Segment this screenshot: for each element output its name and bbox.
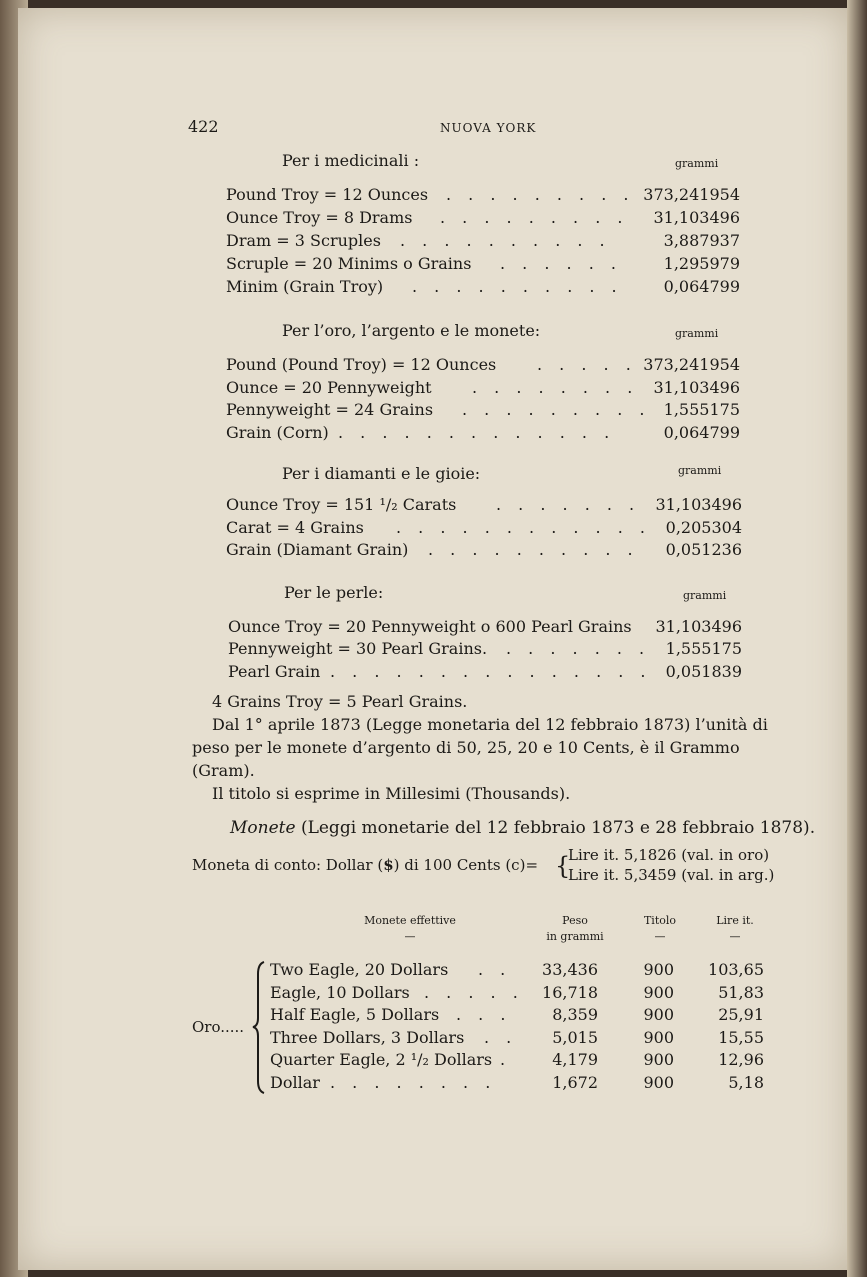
unit-label: grammi xyxy=(678,464,722,477)
weight-row-label: Ounce Troy = 8 Drams xyxy=(226,208,413,227)
weight-row-label: Grain (Corn) xyxy=(226,423,329,442)
section-title-oro: Per l’oro, l’argento e le monete: xyxy=(282,321,541,340)
weight-row-value: 373,241954 xyxy=(643,355,740,374)
coin-peso: 16,718 xyxy=(542,983,598,1002)
dot-leader: . . . . . . . . . . . . . . . xyxy=(330,662,652,681)
dot-leader: . . xyxy=(484,1028,518,1047)
dot-leader: . . . . . . . . . xyxy=(446,185,635,204)
coin-titolo: 900 xyxy=(643,1028,674,1047)
coin-titolo: 900 xyxy=(643,1005,674,1024)
conto-mid: ) di 100 Cents (c)= xyxy=(393,856,539,874)
weight-row-label: Minim (Grain Troy) xyxy=(226,277,384,296)
coin-titolo: 900 xyxy=(643,1050,674,1069)
weight-row-value: 31,103496 xyxy=(653,378,740,397)
weight-row-value: 0,205304 xyxy=(665,518,742,537)
conto-value-oro: Lire it. 5,1826 (val. in oro) xyxy=(568,846,770,864)
coin-titolo: 900 xyxy=(643,960,674,979)
monete-heading xyxy=(230,818,815,838)
weight-row-value: 31,103496 xyxy=(653,208,740,227)
coin-name: Half Eagle, 5 Dollars xyxy=(270,1005,440,1024)
col-header-dash: — xyxy=(729,930,741,943)
weight-row-value: 31,103496 xyxy=(655,617,742,636)
weight-row-label: Ounce = 20 Pennyweight xyxy=(226,378,432,397)
weight-row-label: Pennyweight = 30 Pearl Grains. xyxy=(228,639,488,658)
pearl-grains-note: 4 Grains Troy = 5 Pearl Grains. xyxy=(212,692,468,711)
dot-leader: . . xyxy=(478,960,512,979)
weight-row-value: 31,103496 xyxy=(655,495,742,514)
dot-leader: . . . . . . . . . . xyxy=(428,540,639,559)
dot-leader: . . . . . . . . . xyxy=(462,400,651,419)
coin-name: Two Eagle, 20 Dollars xyxy=(270,960,449,979)
weight-row-label: Grain (Diamant Grain) xyxy=(226,540,409,559)
coin-peso: 1,672 xyxy=(552,1073,598,1092)
dot-leader: . . . . . . . . . . . . . xyxy=(338,423,616,442)
weight-row-label: Dram = 3 Scruples xyxy=(226,231,381,250)
col-header-peso: Peso xyxy=(562,914,588,927)
body-text-line: peso per le monete d’argento di 50, 25, 20 e 10 Cents, è il Grammo xyxy=(192,738,740,757)
weight-row-value: 1,555175 xyxy=(663,400,740,419)
group-brace-icon xyxy=(252,960,268,1095)
dot-leader: . . . . . xyxy=(424,983,524,1002)
page-number: 422 xyxy=(188,117,219,136)
weight-row-label: Pearl Grain xyxy=(228,662,321,681)
dot-leader: . . . . . . xyxy=(500,254,622,273)
coin-lire: 5,18 xyxy=(728,1073,764,1092)
col-header-dash: — xyxy=(654,930,666,943)
coin-name: Eagle, 10 Dollars xyxy=(270,983,410,1002)
weight-row-value: 373,241954 xyxy=(643,185,740,204)
weight-row-label: Ounce Troy = 151 ¹/₂ Carats xyxy=(226,495,457,514)
body-text-line: Dal 1° aprile 1873 (Legge monetaria del 12 febbraio 1873) l’unità di xyxy=(212,715,768,734)
monete-heading-italic: Monete xyxy=(230,818,296,838)
conto-label: Moneta di conto: Dollar ( xyxy=(192,856,384,874)
running-title: NUOVA YORK xyxy=(440,121,537,135)
col-header-peso-sub: in grammi xyxy=(546,930,604,943)
moneta-di-conto xyxy=(192,856,538,874)
weight-row-label: Ounce Troy = 20 Pennyweight o 600 Pearl Grains xyxy=(228,617,632,636)
weight-row-value: 0,064799 xyxy=(663,277,740,296)
dot-leader: . . . . . . . . . . xyxy=(400,231,611,250)
dot-leader: . . . . . . . xyxy=(506,639,651,658)
col-header-titolo: Titolo xyxy=(643,914,677,927)
col-header-lire: Lire it. xyxy=(716,914,754,927)
weight-row-label: Pennyweight = 24 Grains xyxy=(226,400,434,419)
dot-leader: . . . . . . . . . xyxy=(440,208,629,227)
body-text-line: Il titolo si esprime in Millesimi (Thousands). xyxy=(212,784,571,803)
coin-peso: 5,015 xyxy=(552,1028,598,1047)
weight-row-label: Carat = 4 Grains xyxy=(226,518,364,537)
coin-titolo: 900 xyxy=(643,1073,674,1092)
dot-leader: . . . . . . . . xyxy=(330,1073,497,1092)
coin-lire: 103,65 xyxy=(708,960,764,979)
section-title-medicinali: Per i medicinali : xyxy=(282,151,420,170)
coin-peso: 33,436 xyxy=(542,960,598,979)
coin-name: Quarter Eagle, 2 ¹/₂ Dollars xyxy=(270,1050,493,1069)
coin-lire: 15,55 xyxy=(718,1028,764,1047)
dot-leader: . . . . . . . . . . . . xyxy=(396,518,651,537)
dollar-sign-icon: $ xyxy=(383,856,394,874)
weight-row-value: 0,051839 xyxy=(665,662,742,681)
body-text-line: (Gram). xyxy=(192,761,255,780)
dot-leader: . . . . . . . . . . xyxy=(412,277,623,296)
weight-row-label: Pound (Pound Troy) = 12 Ounces xyxy=(226,355,497,374)
weight-row-value: 3,887937 xyxy=(663,231,740,250)
coin-lire: 51,83 xyxy=(718,983,764,1002)
unit-label: grammi xyxy=(683,589,727,602)
weight-row-label: Pound Troy = 12 Ounces xyxy=(226,185,429,204)
monete-heading-rest: (Leggi monetarie del 12 febbraio 1873 e 28 febbraio 1878). xyxy=(295,818,816,838)
col-header-monete: Monete effettive xyxy=(364,914,456,927)
dot-leader: . . . . . . . . xyxy=(472,378,639,397)
coin-name: Three Dollars, 3 Dollars xyxy=(270,1028,465,1047)
section-title-perle: Per le perle: xyxy=(284,583,384,602)
coin-name: Dollar xyxy=(270,1073,320,1092)
weight-row-value: 0,051236 xyxy=(665,540,742,559)
coin-lire: 12,96 xyxy=(718,1050,764,1069)
group-label-oro: Oro..... xyxy=(192,1018,245,1036)
weight-row-value: 1,555175 xyxy=(665,639,742,658)
weight-row-value: 0,064799 xyxy=(663,423,740,442)
coin-titolo: 900 xyxy=(643,983,674,1002)
unit-label: grammi xyxy=(675,327,719,340)
coin-lire: 25,91 xyxy=(718,1005,764,1024)
section-title-diamanti: Per i diamanti e le gioie: xyxy=(282,464,481,483)
dot-leader: . . . xyxy=(456,1005,512,1024)
unit-label: grammi xyxy=(675,157,719,170)
col-header-dash: — xyxy=(404,930,416,943)
dot-leader: . . . . . . . xyxy=(496,495,641,514)
coin-peso: 8,359 xyxy=(552,1005,598,1024)
conto-value-argento: Lire it. 5,3459 (val. in arg.) xyxy=(568,866,775,884)
weight-row-value: 1,295979 xyxy=(663,254,740,273)
dot-leader: . . . . . xyxy=(537,355,637,374)
weight-row-label: Scruple = 20 Minims o Grains xyxy=(226,254,472,273)
dot-leader: . xyxy=(500,1050,512,1069)
brace-icon: { xyxy=(555,852,571,880)
coin-peso: 4,179 xyxy=(552,1050,598,1069)
